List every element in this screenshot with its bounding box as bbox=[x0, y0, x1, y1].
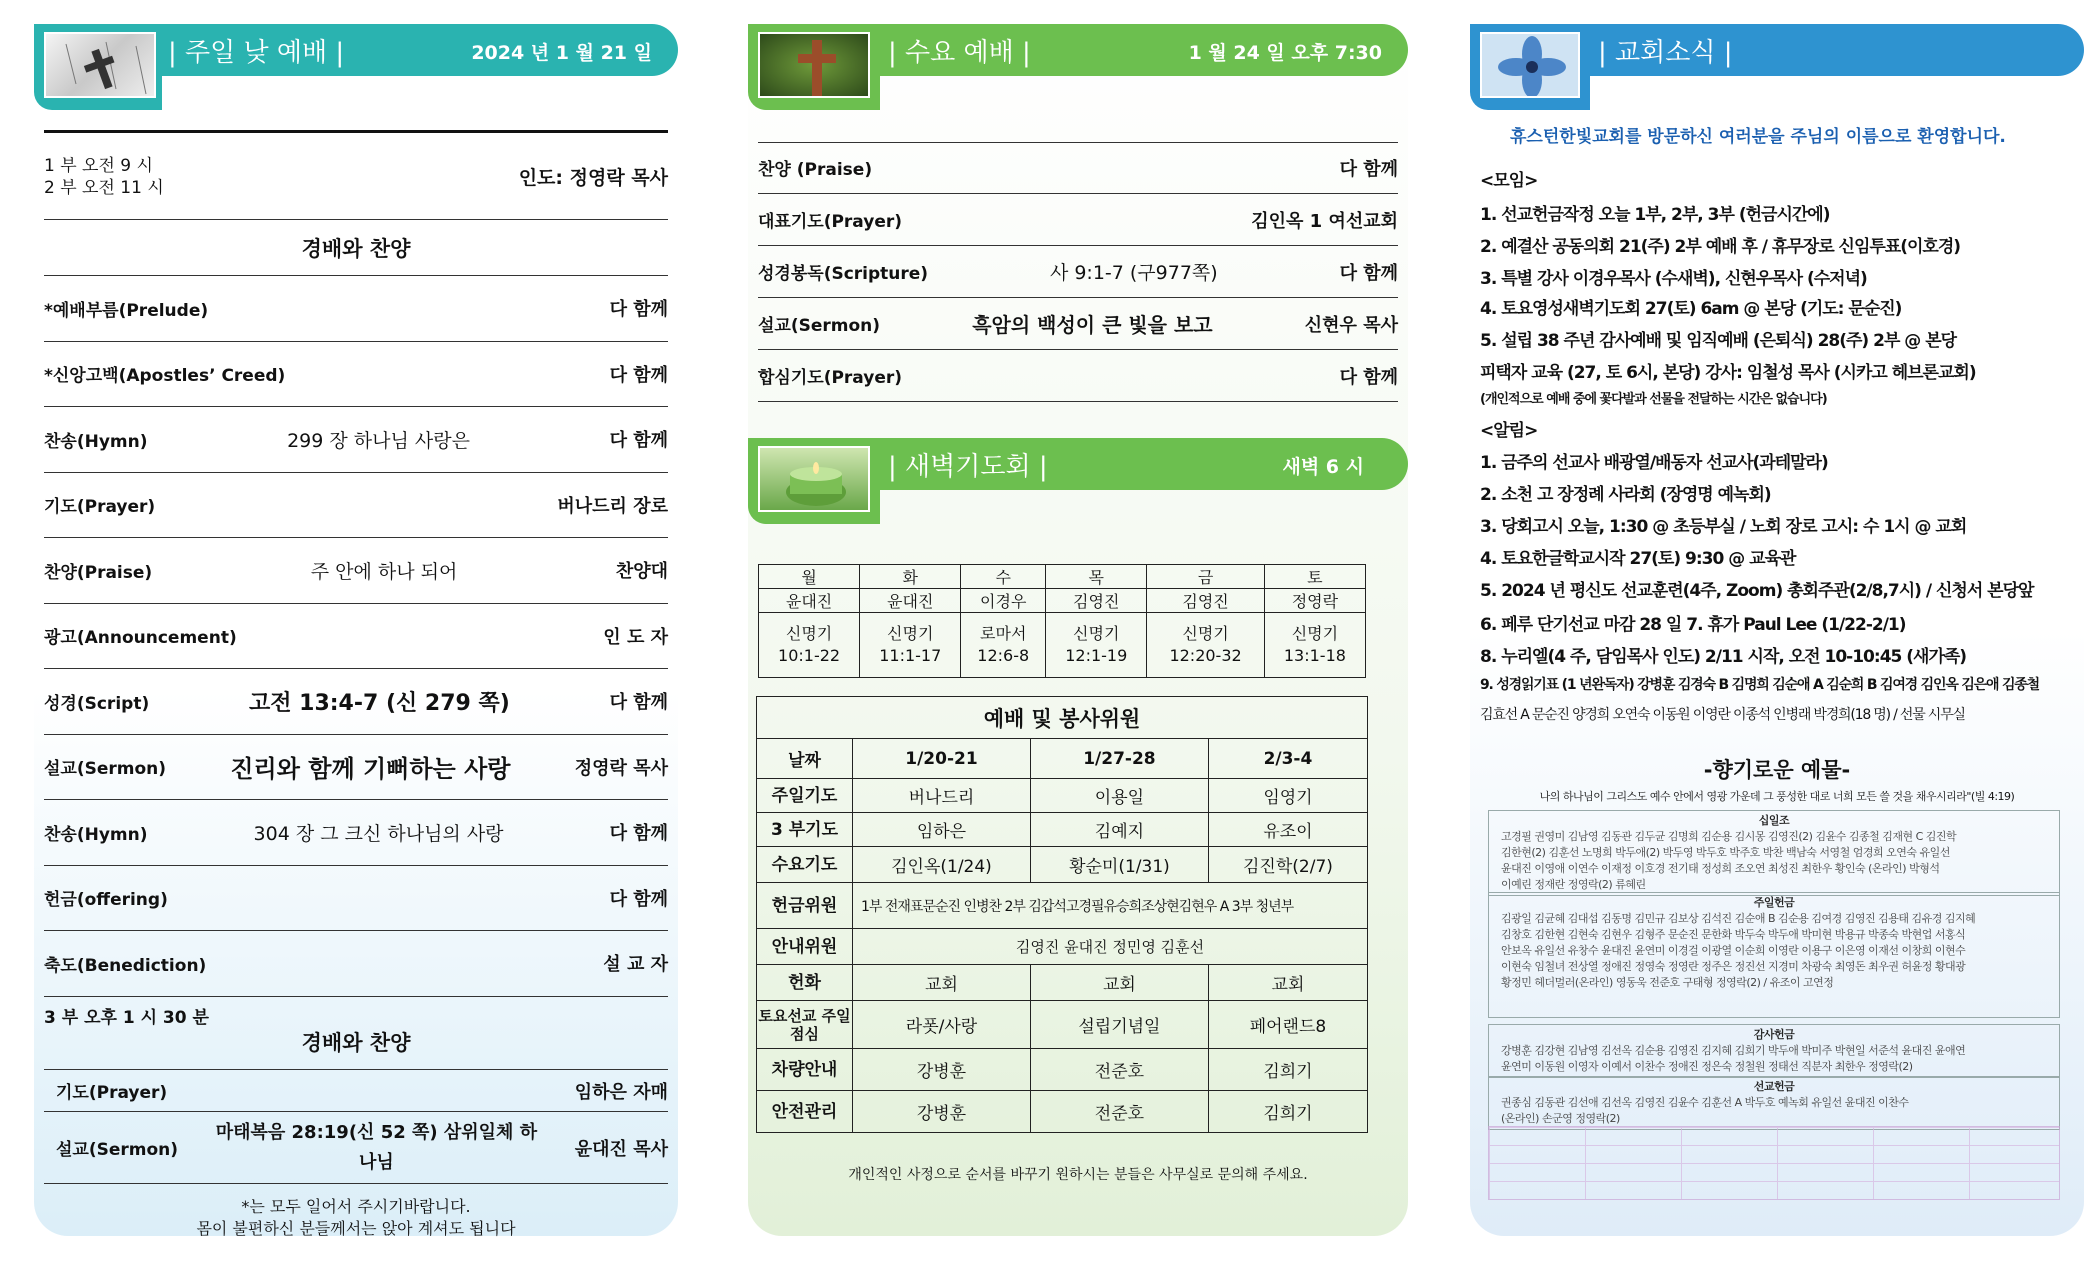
news-line: 9. 성경읽기표 (1 년완독자) 강병훈 김경숙 B 김명희 김순애 A 김순희 B 김여경 김인옥 김은애 김종철 bbox=[1480, 677, 2039, 693]
news-line: <알림> bbox=[1480, 421, 1538, 441]
service-2: 2 부 오전 11 시 bbox=[44, 177, 164, 198]
sunday-item-row bbox=[44, 866, 668, 932]
offering-names: 고경필 권영미 김남영 김동관 김두균 김명희 김순용 김시몽 김영진(2) 김윤수 김종철 김재현 C 김진학 bbox=[1501, 830, 1957, 843]
sunday-leader: 인도: 정영락 목사 bbox=[518, 167, 668, 189]
item-label: *예배부름(Prelude) bbox=[44, 300, 209, 321]
item-person: 인 도 자 bbox=[603, 626, 668, 648]
cross-image bbox=[758, 32, 870, 98]
volunteer-cell: 유조이 bbox=[1208, 813, 1367, 847]
item-person: 다 함께 bbox=[609, 430, 668, 452]
wednesday-panel bbox=[748, 24, 1408, 1236]
sunday-worship-panel bbox=[34, 24, 678, 1236]
volunteer-cell: 라폿/사랑 bbox=[853, 1001, 1031, 1049]
dawn-cell: 정영락 bbox=[1264, 589, 1365, 613]
news-line: 1. 선교헌금작정 오늘 1부, 2부, 3부 (헌금시간에) bbox=[1480, 205, 1830, 225]
news-header bbox=[1470, 24, 2084, 76]
item-label: 설교(Sermon) bbox=[44, 759, 167, 780]
item-label: 대표기도(Prayer) bbox=[758, 212, 903, 232]
news-line: 2. 예결산 공동의회 21(주) 2부 예배 후 / 휴무장로 신임투표(이호경) bbox=[1480, 237, 1961, 257]
sunday-item-row bbox=[44, 342, 668, 408]
offering-names: 권종심 김동관 김선애 김선옥 김영진 김윤수 김훈선 A 박두호 예녹회 유일선 윤대진 이찬수 bbox=[1501, 1096, 1909, 1109]
volunteer-cell: 버나드리 bbox=[853, 779, 1031, 813]
volunteer-col-header: 날짜 bbox=[757, 739, 853, 779]
volunteer-cell: 김진학(2/7) bbox=[1208, 847, 1367, 883]
sunday-title: | 주일 낮 예배 | bbox=[168, 38, 345, 68]
dawn-schedule-table bbox=[758, 564, 1366, 678]
sunday-item-row bbox=[44, 538, 668, 604]
news-panel bbox=[1470, 24, 2084, 1236]
news-title: | 교회소식 | bbox=[1598, 38, 1733, 68]
news-line: 3. 당회고시 오늘, 1:30 @ 초등부실 / 노회 장로 고시: 수 1시 @ 교회 bbox=[1480, 517, 1967, 537]
volunteer-cell: 김희기 bbox=[1208, 1091, 1367, 1133]
dawn-cell: 윤대진 bbox=[860, 589, 961, 613]
news-line: 6. 페루 단기선교 마감 28 일 7. 휴가 Paul Lee (1/22-2/1) bbox=[1480, 615, 1906, 635]
item-label: 기도(Prayer) bbox=[44, 497, 156, 518]
volunteer-cell: 페어랜드8 bbox=[1208, 1001, 1367, 1049]
offering-names: 윤대진 이영애 이연수 이재정 이호경 전기태 정성희 조오연 최성진 최한우 황인숙 (온라인) 박형석 bbox=[1501, 862, 1940, 875]
offering-group bbox=[1488, 1024, 2060, 1078]
dawn-reading: 신명기 13:1-18 bbox=[1264, 613, 1365, 678]
item-person: 설 교 자 bbox=[603, 954, 668, 976]
dawn-cell: 윤대진 bbox=[759, 589, 860, 613]
volunteer-title: 예배 및 봉사위원 bbox=[757, 697, 1368, 739]
volunteer-cell: 임하은 bbox=[853, 813, 1031, 847]
item-label: 성경봉독(Scripture) bbox=[758, 264, 929, 284]
wednesday-item-row bbox=[758, 246, 1398, 298]
dawn-cell: 수 bbox=[961, 565, 1046, 589]
news-line: 4. 토요한글학교시작 27(토) 9:30 @ 교육관 bbox=[1480, 549, 1796, 569]
sunday-item-row bbox=[44, 473, 668, 539]
offering-heading: 주일헌금 bbox=[1753, 896, 1795, 909]
volunteer-cell: 전준호 bbox=[1030, 1091, 1208, 1133]
volunteer-role: 토요선교 주일점심 bbox=[757, 1001, 853, 1049]
volunteer-role: 주일기도 bbox=[757, 779, 853, 813]
news-line: 5. 설립 38 주년 감사예배 및 임직예배 (은퇴식) 28(주) 2부 @ 본당 bbox=[1480, 331, 1957, 351]
offering-names: 김창호 김한현 김현숙 김현우 김형주 문순진 문한화 박두숙 박두애 박미현 박용규 박종숙 박현업 서홍식 bbox=[1501, 928, 1966, 941]
volunteer-table bbox=[756, 696, 1368, 1133]
volunteer-cell: 김영진 윤대진 정민영 김훈선 bbox=[853, 929, 1368, 965]
item-label: 성경(Script) bbox=[44, 693, 150, 714]
volunteer-cell: 임영기 bbox=[1208, 779, 1367, 813]
wednesday-item-row bbox=[758, 194, 1398, 246]
news-line: 3. 특별 강사 이경우목사 (수새벽), 신현우목사 (수저녁) bbox=[1480, 269, 1867, 289]
news-line: 5. 2024 년 평신도 선교훈련(4주, Zoom) 총회주관(2/8,7시) / 신청서 본당앞 bbox=[1480, 581, 2034, 601]
sunday-header bbox=[34, 24, 678, 76]
welcome-text: 휴스턴한빛교회를 방문하신 여러분을 주님의 이름으로 환영합니다. bbox=[1510, 127, 2006, 147]
item-person: 김인옥 1 여선교회 bbox=[1251, 210, 1398, 232]
item-detail: 304 장 그 크신 하나님의 사랑 bbox=[253, 822, 504, 845]
item-person: 다 함께 bbox=[609, 364, 668, 386]
news-line: (개인적으로 예배 중에 꽃다발과 선물을 전달하는 시간은 없습니다) bbox=[1480, 392, 1827, 407]
volunteer-cell: 1부 전재표문순진 인병찬 2부 김갑석고경필유승희조상현김현우 A 3부 청년부 bbox=[853, 883, 1368, 929]
third-sermon-row: 설교(Sermon) 마태복음 28:19(신 52 쪽) 삼위일체 하나님 윤대진 목사 bbox=[44, 1112, 668, 1184]
item-person: 다 함께 bbox=[609, 823, 668, 845]
item-label: 광고(Announcement) bbox=[44, 628, 237, 649]
bible-cross-image bbox=[44, 32, 156, 98]
volunteer-col-header: 2/3-4 bbox=[1208, 739, 1367, 779]
sunday-section: 경배와 찬양 bbox=[44, 220, 668, 276]
volunteer-cell: 강병훈 bbox=[853, 1049, 1031, 1091]
item-label: *신앙고백(Apostles’ Creed) bbox=[44, 366, 286, 387]
volunteer-cell: 교회 bbox=[853, 965, 1031, 1001]
dawn-cell: 토 bbox=[1264, 565, 1365, 589]
item-label: 합심기도(Prayer) bbox=[758, 368, 903, 388]
item-detail: 고전 13:4-7 (신 279 쪽) bbox=[248, 690, 510, 716]
news-line: 4. 토요영성새벽기도회 27(토) 6am @ 본당 (기도: 문순진) bbox=[1480, 299, 1902, 319]
news-line: 8. 누리엘(4 주, 담임목사 인도) 2/11 시작, 오전 10-10:45 (새가족) bbox=[1480, 647, 1967, 667]
item-label: 설교(Sermon) bbox=[758, 316, 881, 336]
item-detail: 진리와 함께 기뻐하는 사랑 bbox=[230, 755, 511, 784]
item-detail: 299 장 하나님 사랑은 bbox=[287, 429, 470, 452]
dawn-cell: 월 bbox=[759, 565, 860, 589]
dawn-reading: 신명기 10:1-22 bbox=[759, 613, 860, 678]
item-detail: 사 9:1-7 (구977쪽) bbox=[1049, 262, 1218, 284]
dawn-reading: 로마서 12:6-8 bbox=[961, 613, 1046, 678]
sunday-item-row bbox=[44, 735, 668, 801]
item-person: 찬양대 bbox=[615, 561, 668, 583]
sunday-item-row bbox=[44, 407, 668, 473]
volunteer-cell: 강병훈 bbox=[853, 1091, 1031, 1133]
dawn-reading: 신명기 12:1-19 bbox=[1046, 613, 1147, 678]
dawn-cell: 김영진 bbox=[1046, 589, 1147, 613]
offering-names: 김한현(2) 김훈선 노명희 박두애(2) 박두영 박두호 박주호 박찬 백남숙 서영철 엄경희 오연숙 유일선 bbox=[1501, 846, 1950, 859]
dawn-cell: 김영진 bbox=[1147, 589, 1265, 613]
volunteer-cell: 김희기 bbox=[1208, 1049, 1367, 1091]
volunteer-cell: 이용일 bbox=[1030, 779, 1208, 813]
volunteer-role: 헌금위원 bbox=[757, 883, 853, 929]
volunteer-col-header: 1/27-28 bbox=[1030, 739, 1208, 779]
sunday-item-row bbox=[44, 931, 668, 997]
news-line: 1. 금주의 선교사 배광열/배동자 선교사(과테말라) bbox=[1480, 453, 1828, 473]
volunteer-note: 개인적인 사정으로 순서를 바꾸기 원하시는 분들은 사무실로 문의해 주세요. bbox=[848, 1167, 1308, 1183]
item-person: 다 함께 bbox=[1339, 158, 1398, 180]
item-label: 찬송(Hymn) bbox=[44, 824, 148, 845]
verse-title: -향기로운 예물- bbox=[1703, 758, 1851, 782]
verse-text: 나의 하나님이 그리스도 예수 안에서 영광 가운데 그 풍성한 대로 너희 모든 쓸 것을 채우시리라"(빌 4:19) bbox=[1539, 790, 2015, 803]
offering-names: 이현숙 임철녀 전상열 정애진 정영숙 정영란 정주은 정진선 지경미 차광숙 최영돈 최우권 허윤정 황대광 bbox=[1501, 960, 1966, 973]
volunteer-role: 헌화 bbox=[757, 965, 853, 1001]
volunteer-cell: 전준호 bbox=[1030, 1049, 1208, 1091]
dawn-reading: 신명기 12:20-32 bbox=[1147, 613, 1265, 678]
item-person: 버나드리 장로 bbox=[557, 495, 668, 517]
wednesday-item-row bbox=[758, 350, 1398, 402]
offering-names: 강병훈 김강현 김남영 김선옥 김순용 김영진 김지혜 김희기 박두애 박미주 박현일 서준석 윤대진 윤애연 bbox=[1501, 1044, 1966, 1057]
offering-names: 김광일 김균혜 김대섭 김동명 김민규 김보상 김석진 김순애 B 김순용 김여경 김영진 김용태 김유경 김지혜 bbox=[1501, 912, 1976, 925]
offering-group bbox=[1488, 810, 2060, 896]
item-detail: 주 안에 하나 되어 bbox=[310, 560, 458, 583]
dawn-cell: 화 bbox=[860, 565, 961, 589]
dawn-header bbox=[748, 438, 1408, 490]
offering-names: 안보옥 유일선 유창수 윤대진 윤연미 이경걸 이광열 이순희 이영란 이용구 이은영 이재선 이창희 이현수 bbox=[1501, 944, 1966, 957]
wednesday-header bbox=[748, 24, 1408, 76]
item-person: 신현우 목사 bbox=[1304, 314, 1398, 336]
wednesday-item-row bbox=[758, 142, 1398, 194]
flower-image bbox=[1480, 32, 1580, 98]
item-label: 찬양(Praise) bbox=[44, 562, 153, 583]
news-line: 김효선 A 문순진 양경희 오연숙 이동원 이영란 이종석 인병래 박경희(18 명) / 선물 시무실 bbox=[1480, 707, 1965, 723]
volunteer-cell: 김예지 bbox=[1030, 813, 1208, 847]
dawn-cell: 목 bbox=[1046, 565, 1147, 589]
candle-image bbox=[758, 446, 870, 512]
item-label: 축도(Benediction) bbox=[44, 955, 207, 976]
service-1: 1 부 오전 9 시 bbox=[44, 155, 153, 176]
wednesday-item-row bbox=[758, 298, 1398, 350]
offering-heading: 십일조 bbox=[1758, 814, 1790, 827]
news-line: 2. 소천 고 장정례 사라회 (장영명 예녹회) bbox=[1480, 485, 1771, 505]
offering-group bbox=[1488, 892, 2060, 1018]
service-times-row bbox=[44, 134, 668, 220]
third-prayer-row: 기도(Prayer) 임하은 자매 bbox=[44, 1070, 668, 1112]
item-person: 다 함께 bbox=[609, 299, 668, 321]
volunteer-role: 안전관리 bbox=[757, 1091, 853, 1133]
volunteer-role: 차량안내 bbox=[757, 1049, 853, 1091]
item-person: 다 함께 bbox=[1339, 262, 1398, 284]
volunteer-role: 3 부기도 bbox=[757, 813, 853, 847]
sunday-date: 2024 년 1 월 21 일 bbox=[471, 42, 652, 64]
ledger-grid bbox=[1488, 1126, 2060, 1200]
offering-names: (온라인) 손군영 정영락(2) bbox=[1501, 1112, 1620, 1125]
offering-names: 황정민 헤더멀러(온라인) 영동욱 전준호 구태형 정영락(2) / 유조이 고연정 bbox=[1501, 976, 1834, 989]
item-label: 찬송(Hymn) bbox=[44, 431, 148, 452]
item-label: 헌금(offering) bbox=[44, 890, 168, 911]
dawn-time: 새벽 6 시 bbox=[1282, 456, 1364, 478]
item-person: 정영락 목사 bbox=[574, 757, 668, 779]
volunteer-cell: 교회 bbox=[1030, 965, 1208, 1001]
item-person: 다 함께 bbox=[609, 888, 668, 910]
item-person: 다 함께 bbox=[609, 692, 668, 714]
offering-heading: 감사헌금 bbox=[1753, 1028, 1795, 1041]
dawn-cell: 금 bbox=[1147, 565, 1265, 589]
item-person: 다 함께 bbox=[1339, 366, 1398, 388]
volunteer-cell: 황순미(1/31) bbox=[1030, 847, 1208, 883]
sunday-item-row bbox=[44, 276, 668, 342]
wednesday-date: 1 월 24 일 오후 7:30 bbox=[1188, 42, 1382, 64]
sunday-item-row bbox=[44, 604, 668, 670]
volunteer-cell: 교회 bbox=[1208, 965, 1367, 1001]
offering-names: 이예린 정재란 정영락(2) 류혜린 bbox=[1501, 878, 1646, 891]
volunteer-cell: 설립기념일 bbox=[1030, 1001, 1208, 1049]
third-service-time: 3 부 오후 1 시 30 분 bbox=[44, 1007, 209, 1028]
volunteer-role: 안내위원 bbox=[757, 929, 853, 965]
dawn-cell: 이경우 bbox=[961, 589, 1046, 613]
offering-heading: 선교헌금 bbox=[1753, 1080, 1795, 1093]
item-detail: 흑암의 백성이 큰 빛을 보고 bbox=[972, 313, 1213, 337]
sunday-note: *는 모두 일어서 주시기바랍니다. 몸이 불편하신 분들께서는 앉아 계셔도 됩니다 bbox=[196, 1197, 516, 1238]
news-line: 피택자 교육 (27, 토 6시, 본당) 강사: 임철성 목사 (시카고 헤브론교회) bbox=[1480, 363, 1976, 383]
volunteer-role: 수요기도 bbox=[757, 847, 853, 883]
volunteer-cell: 김인옥(1/24) bbox=[853, 847, 1031, 883]
offering-names: 윤연미 이동원 이영자 이예서 이찬수 정애진 정은숙 정철원 정태선 직분자 최한우 정영락(2) bbox=[1501, 1060, 1913, 1073]
sunday-item-row bbox=[44, 800, 668, 866]
third-section: 경배와 찬양 bbox=[44, 1014, 668, 1070]
wednesday-title: | 수요 예배 | bbox=[888, 38, 1031, 68]
sunday-item-row bbox=[44, 669, 668, 735]
news-line: <모임> bbox=[1480, 171, 1538, 191]
dawn-title: | 새벽기도회 | bbox=[888, 452, 1048, 482]
item-label: 찬양 (Praise) bbox=[758, 160, 873, 180]
volunteer-col-header: 1/20-21 bbox=[853, 739, 1031, 779]
offering-group bbox=[1488, 1076, 2060, 1130]
dawn-reading: 신명기 11:1-17 bbox=[860, 613, 961, 678]
